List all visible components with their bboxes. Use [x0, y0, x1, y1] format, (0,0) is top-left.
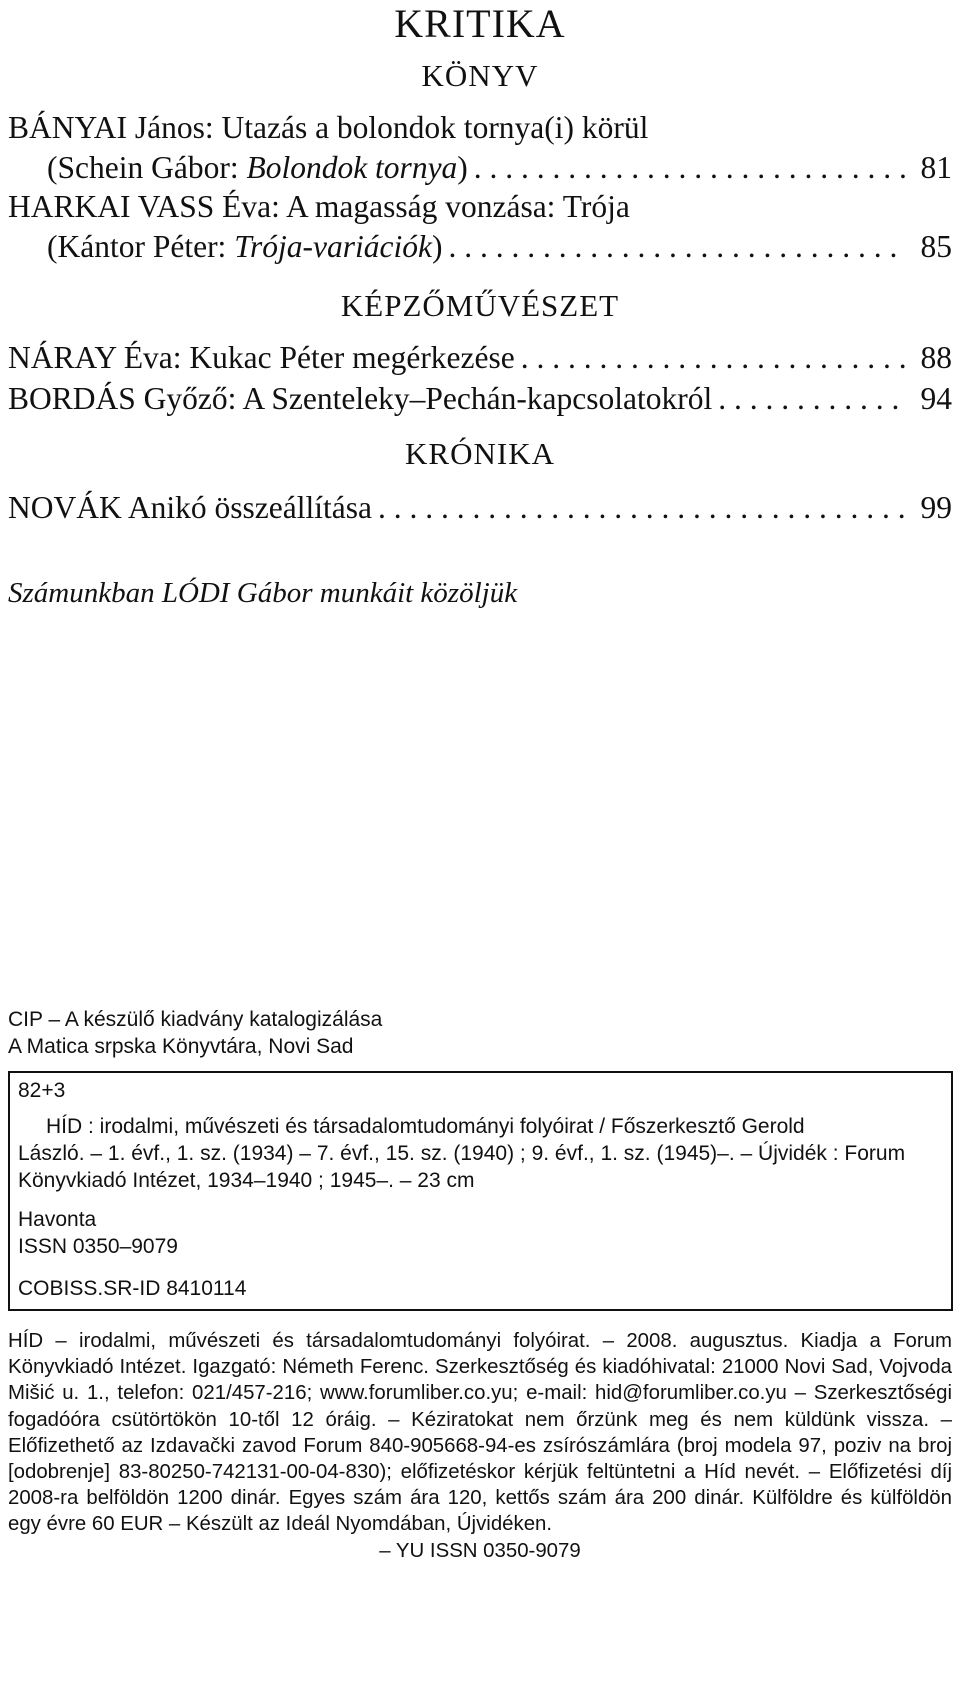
- toc-entry-row: [47, 150, 952, 186]
- cip-library: A Matica srpska Könyvtára, Novi Sad: [8, 1035, 354, 1058]
- dot-leader: [378, 490, 907, 526]
- imprint-text: HÍD – irodalmi, művészeti és társadalomtudományi folyóirat. – 2008. augusztus. Kiadja a Forum Könyvkiadó Intézet. Igazgató: Németh Ferenc. Szerkesztőség és kiadóhivatal: 21000 Novi Sad, Vojvoda Mišić u. 1., telefon: 021/457-216; www.forumliber.co.yu; e-mail: hid@forumliber.co.yu – Szerkesztőségi fogadóóra csütörtökön 10-től 12 óráig. – Kéziratokat nem őrzünk meg és nem küldünk vissza. – Előfizethető az Izdavački zavod Forum 840-905668-94-es zsírószámlára (broj modela 97, poziv na broj [odobrenje] 83-80250-742131-00-04-830); előfizetéskor kérjük feltüntetni a Híd nevét. – Előfizetési díj 2008-ra belföldön 1200 dinár. Egyes szám ára 120, kettős szám ára 200 dinár. Külföldre és külföldön egy évre 60 EUR – Készült az Ideál Nyomdában, Újvidéken.: [8, 1330, 952, 1536]
- toc-page-number: 88: [920, 340, 952, 375]
- cip-cobiss-id: COBISS.SR-ID 8410114: [18, 1277, 247, 1300]
- toc-entry-row: [8, 490, 952, 526]
- cip-issn: ISSN 0350–9079: [18, 1235, 178, 1258]
- toc-page-number: 94: [920, 381, 952, 416]
- section-heading-chronicle: KRÓNIKA: [405, 436, 555, 471]
- toc-entry-row: [8, 340, 952, 376]
- toc-entry-title: HARKAI VASS Éva: A magasság vonzása: Trója: [8, 189, 630, 224]
- issue-note: Számunkban LÓDI Gábor munkáit közöljük: [8, 577, 518, 609]
- dot-leader: [521, 340, 907, 376]
- imprint-issn: – YU ISSN 0350-9079: [379, 1539, 581, 1562]
- section-heading-book: KÖNYV: [421, 58, 539, 93]
- toc-entry-title: BÁNYAI János: Utazás a bolondok tornya(i) körül: [8, 110, 649, 145]
- cip-description-line: László. – 1. évf., 1. sz. (1934) – 7. évf., 15. sz. (1940) ; 9. évf., 1. sz. (1945)–. – Újvidék : Forum: [18, 1142, 906, 1165]
- cip-description-line: HÍD : irodalmi, művészeti és társadalomtudományi folyóirat / Főszerkesztő Gerold: [46, 1115, 805, 1138]
- imprint-paragraph: [8, 1328, 952, 1564]
- dot-leader: [448, 229, 906, 265]
- dot-leader: [474, 150, 907, 186]
- dot-leader: [718, 381, 906, 417]
- cip-record-box: [8, 1071, 953, 1311]
- cip-frequency: Havonta: [18, 1208, 97, 1231]
- cip-udc: 82+3: [18, 1079, 66, 1102]
- toc-entry-title: BORDÁS Győző: A Szenteleky–Pechán-kapcsolatokról: [8, 381, 713, 416]
- toc-page-number: 99: [920, 490, 952, 525]
- toc-page-number: 81: [920, 150, 952, 185]
- cip-description-line: Könyvkiadó Intézet, 1934–1940 ; 1945–. – 23 cm: [18, 1169, 475, 1192]
- toc-entry-title: NOVÁK Anikó összeállítása: [8, 490, 372, 525]
- toc-entry-title: NÁRAY Éva: Kukac Péter megérkezése: [8, 340, 515, 375]
- toc-page-number: 85: [920, 229, 952, 264]
- cip-heading: CIP – A készülő kiadvány katalogizálása: [8, 1008, 383, 1031]
- toc-entry-row: [47, 229, 952, 265]
- toc-entry-subtitle: (Schein Gábor: Bolondok tornya): [47, 150, 468, 185]
- section-heading-art: KÉPZŐMŰVÉSZET: [340, 288, 620, 323]
- page-title: KRITIKA: [394, 1, 566, 46]
- toc-entry-row: [8, 381, 952, 417]
- toc-entry-subtitle: (Kántor Péter: Trója-variációk): [47, 229, 443, 264]
